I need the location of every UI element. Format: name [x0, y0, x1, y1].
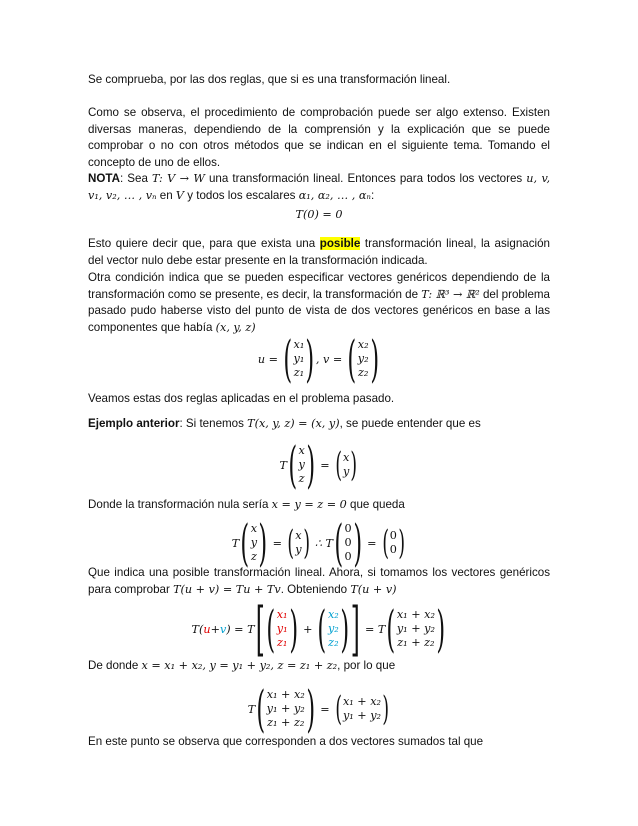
generic-check-text-1: Que indica una posible transformación lineal. Ahora, si tomamos los vectores genéricos para comprobar — [88, 566, 550, 596]
vector-v-y: y₂ — [357, 352, 369, 365]
vector-u-y: y₁ — [293, 352, 305, 365]
output-vector: ( x y ) — [334, 445, 358, 485]
null-transform-text-2: que queda — [346, 498, 405, 511]
paragraph-observation — [88, 105, 550, 171]
zero-vector-3: ( 0 0 0 ) — [334, 514, 362, 572]
equation-u-label: u = — [257, 352, 279, 366]
paragraph-generic-vectors — [88, 270, 550, 336]
equation-t-zero-text: T(0) = 0 — [295, 207, 343, 221]
equals-sign: = — [320, 458, 330, 472]
sum-y: y₁ + y₂ — [396, 622, 435, 635]
vector-v-blue: ( x₂ y₂ z₂ ) — [317, 600, 349, 658]
generic-text-1: Otra condición indica que se pueden especificar vectores genéricos dependiendo de la transformación como se presente, es decir, la transformación de — [88, 271, 550, 301]
v-y2: y₂ — [327, 622, 339, 635]
vector-u-x: x₁ — [293, 338, 305, 351]
output-vector: ( x y ) — [287, 523, 310, 563]
paragraph-conclusion — [88, 734, 550, 751]
input-x: x — [250, 522, 258, 535]
equals-t: = T — [364, 622, 386, 636]
input-y: y — [250, 536, 258, 549]
apply-rules-text: Veamos estas dos reglas aplicadas en el problema pasado. — [88, 392, 395, 405]
null-text-1: Esto quiere decir que, para que exista una — [88, 237, 320, 250]
equals-sign-2: = — [367, 536, 377, 550]
null-transform-text-1: Donde la transformación nula sería — [88, 498, 272, 511]
output-y: y — [342, 465, 350, 478]
equals-sign: = — [320, 702, 330, 716]
intro-text: Se comprueba, por las dos reglas, que si es una transformación lineal. — [88, 73, 451, 86]
u-x1: x₁ — [276, 608, 288, 621]
final-in-z: z₁ + z₂ — [267, 716, 305, 729]
example-math-1: T(x, y, z) = (x, y) — [247, 417, 340, 430]
components-text-1: De donde — [88, 659, 142, 672]
sum-z: z₁ + z₂ — [397, 636, 435, 649]
u-z1: z₁ — [276, 636, 288, 649]
paragraph-components — [88, 658, 550, 675]
input-vector: ( x y z ) — [240, 514, 268, 572]
observation-text: Como se observa, el procedimiento de comprobación puede ser algo extenso. Existen diversas maneras, dependiendo de la comprensión y la explicación que se puede comprobar o no con otros métodos que se indican en el siguiente tema. Tomando el concepto de uno de ellos. — [88, 106, 550, 169]
paragraph-null-transform — [88, 497, 550, 514]
paragraph-generic-check — [88, 565, 550, 598]
paragraph-nota — [88, 171, 550, 204]
equation-sum: T( u + v ) = T [ ( x₁ y₁ z₁ ) + ( x₂ y₂ z₂ ) ] = T ( x₁ + x₂ y₁ + y₂ z₁ + z₂ ) — [191, 595, 446, 663]
nota-label: NOTA — [88, 172, 120, 185]
input-vector: ( x y z ) — [288, 436, 315, 494]
sum-output-vector: ( x₁ + x₂ y₁ + y₂ ) — [334, 689, 389, 729]
example-text-2: , se puede entender que es — [339, 417, 481, 430]
nota-text-1: : Sea — [119, 172, 152, 185]
sum-u: u — [203, 622, 211, 636]
generic-text-2: del problema pasado pudo haberse visto del punto de vista de dos vectores genéricos en base a las componentes que había — [88, 287, 551, 334]
input-z: z — [298, 472, 305, 485]
example-text-1: : Si tenemos — [179, 417, 248, 430]
null-transform-math: x = y = z = 0 — [271, 498, 347, 511]
zero-vector-2: ( 0 0 ) — [381, 523, 405, 563]
sum-plus: + — [210, 622, 220, 636]
output-x: x — [295, 529, 302, 542]
input-x: x — [298, 444, 305, 457]
equation-final — [88, 680, 550, 738]
generic-math-2: (x, y, z) — [215, 320, 256, 334]
nota-text-3: en — [156, 188, 176, 202]
final-in-x: x₁ + x₂ — [266, 688, 305, 701]
sum-x: x₁ + x₂ — [396, 608, 435, 621]
v-z2: z₂ — [328, 636, 339, 649]
nota-math-4: α₁, α₂, … , αₙ — [298, 188, 371, 202]
equation-v-label: , v = — [315, 352, 343, 366]
null-text-2: transformación lineal, la asignación del vector nulo debe estar presente en la transformación indicada. — [88, 237, 550, 267]
zero-2-b: 0 — [389, 543, 397, 556]
t-symbol: T — [231, 536, 240, 550]
output-x: x — [342, 451, 350, 464]
nota-math-1: T: V → W — [151, 172, 205, 185]
paragraph-example — [88, 416, 550, 433]
highlighted-word: posible — [319, 237, 361, 250]
equation-t-xyz — [88, 436, 550, 494]
nota-math-2: u, v, v₁, v₂, … , vₙ — [88, 172, 550, 202]
vector-u-red: ( x₁ y₁ z₁ ) — [266, 600, 298, 658]
nota-text-4: y todos los escalares — [183, 188, 299, 202]
sum-v: v — [219, 622, 227, 636]
nota-text-2: una transformación lineal. Entonces para todos los vectores — [204, 172, 527, 185]
equation-u-v — [88, 330, 550, 388]
conclusion-text: En este punto se observa que corresponden a dos vectores sumados tal que — [88, 735, 484, 748]
paragraph-apply-rules — [88, 391, 550, 408]
input-y: y — [298, 458, 305, 471]
zero-3-a: 0 — [344, 522, 352, 535]
t-open: T( — [191, 622, 204, 636]
final-out-y: y₁ + y₂ — [342, 709, 382, 722]
v-x2: x₂ — [327, 608, 339, 621]
t-symbol: T — [247, 702, 256, 716]
vector-v-z: z₂ — [357, 366, 369, 379]
paragraph-null-vector — [88, 236, 550, 269]
vector-v: ( x₂ y₂ z₂ ) — [347, 330, 379, 388]
equation-null — [88, 514, 550, 572]
nota-text-5: : — [370, 188, 375, 202]
t-symbol: T — [279, 458, 287, 472]
plus-sign: + — [303, 622, 313, 636]
equals-sign: = — [272, 536, 282, 550]
u-y1: y₁ — [276, 622, 288, 635]
t-close: ) = T — [226, 622, 255, 636]
vector-u: ( x₁ y₁ z₁ ) — [283, 330, 315, 388]
generic-check-text-2: . Obteniendo — [280, 582, 351, 596]
generic-check-math-2: T(u + v) — [350, 582, 397, 596]
zero-2-a: 0 — [389, 529, 397, 542]
zero-3-b: 0 — [344, 536, 352, 549]
vector-v-x: x₂ — [357, 338, 369, 351]
generic-math-1: T: ℝ³ → ℝ² — [421, 287, 480, 301]
nota-math-3: V — [175, 188, 184, 202]
output-y: y — [295, 543, 302, 556]
sum-input-vector: ( x₁ + x₂ y₁ + y₂ z₁ + z₂ ) — [256, 680, 315, 738]
final-out-x: x₁ + x₂ — [342, 695, 382, 708]
input-z: z — [250, 550, 257, 563]
zero-3-c: 0 — [344, 550, 352, 563]
equation-t-zero — [88, 205, 550, 223]
generic-check-math-1: T(u + v) = Tu + Tv — [173, 582, 281, 596]
vector-sum: ( x₁ + x₂ y₁ + y₂ z₁ + z₂ ) — [386, 600, 446, 658]
components-math: x = x₁ + x₂, y = y₁ + y₂, z = z₁ + z₂ — [141, 659, 338, 672]
components-text-2: , por lo que — [337, 659, 396, 672]
therefore-symbol: ∴ T — [314, 536, 333, 550]
example-label: Ejemplo anterior — [88, 417, 180, 430]
paragraph-intro — [88, 72, 550, 89]
vector-u-z: z₁ — [293, 366, 305, 379]
final-in-y: y₁ + y₂ — [266, 702, 305, 715]
